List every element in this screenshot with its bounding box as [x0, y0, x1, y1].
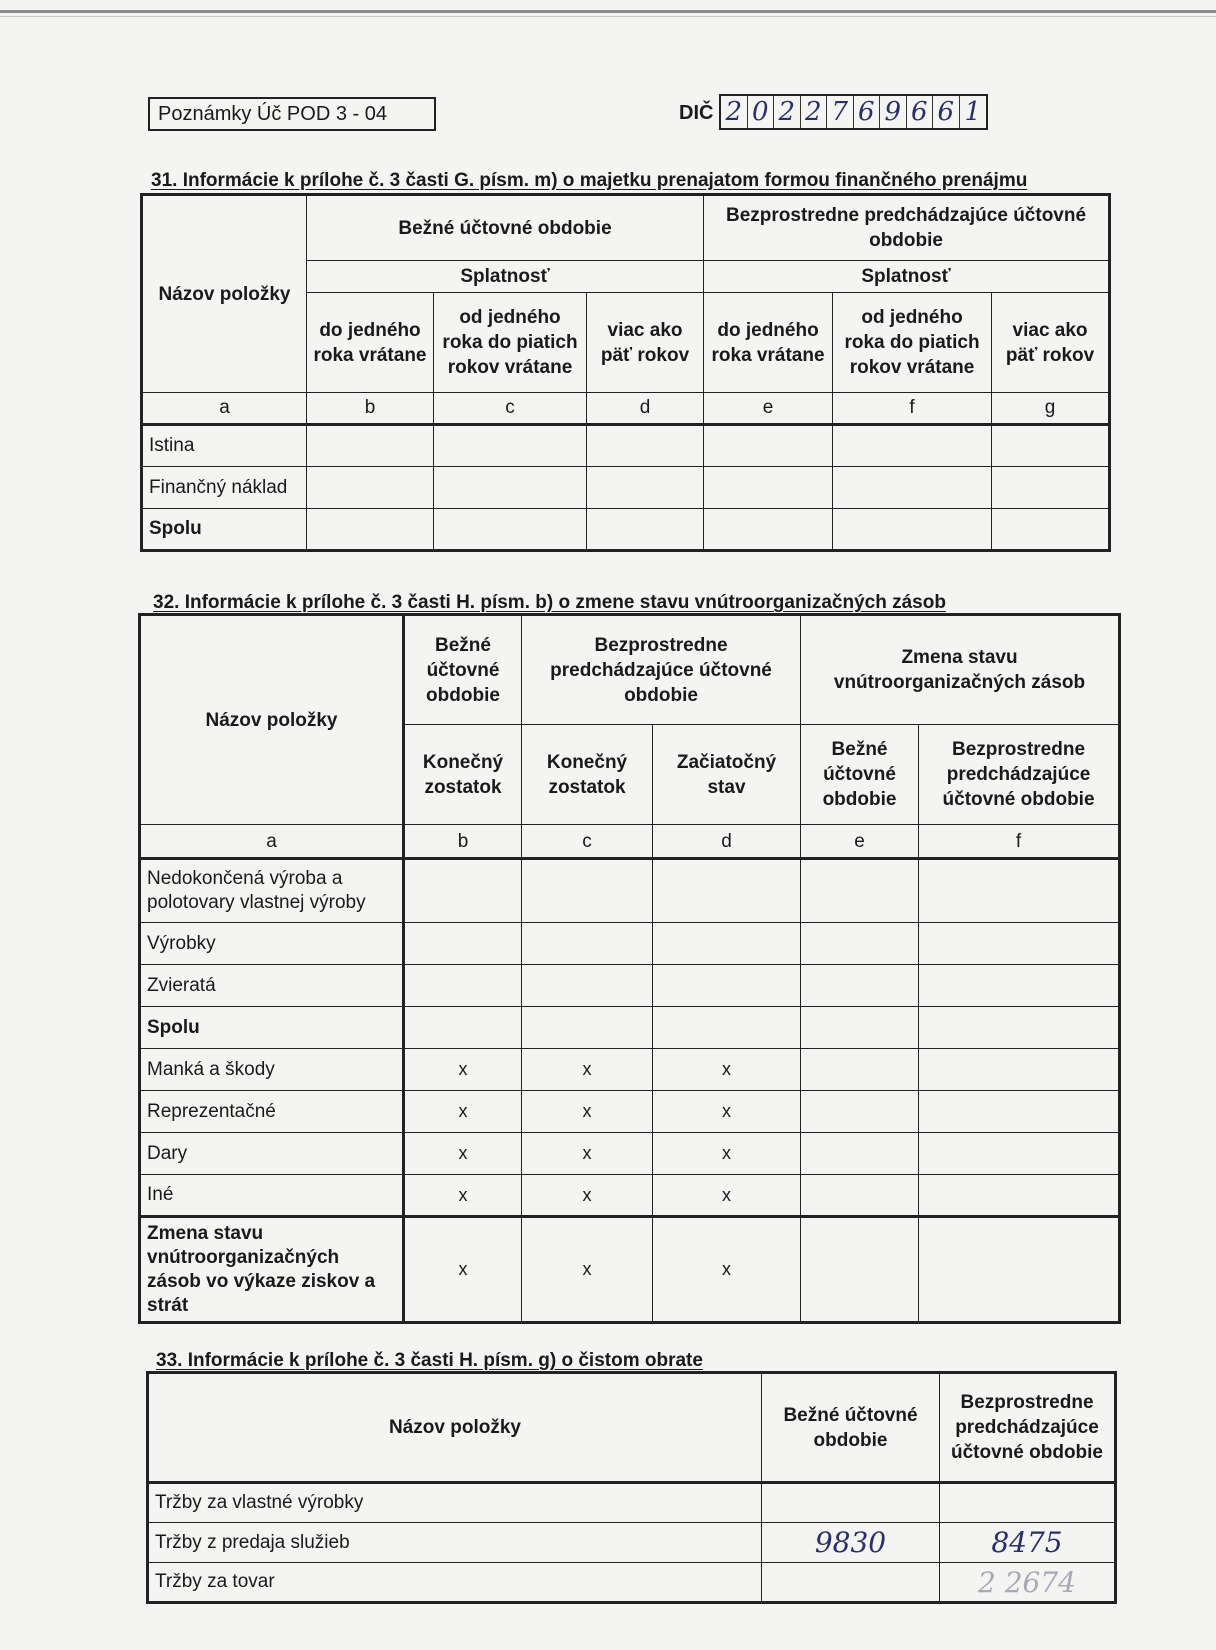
row-label: Finančný náklad — [142, 467, 307, 509]
row-label: Tržby z predaja služieb — [148, 1523, 762, 1563]
data-cell[interactable] — [919, 965, 1120, 1007]
data-cell[interactable] — [919, 1049, 1120, 1091]
col-name-header: Názov položky — [140, 615, 404, 825]
data-cell[interactable] — [992, 509, 1110, 551]
change-previous-header: Bezprostredne predchádzajúce účtovné obdobie — [919, 725, 1120, 825]
data-cell[interactable] — [801, 1217, 919, 1323]
current-period-header: Bežné účtovné obdobie — [762, 1373, 940, 1483]
row-label: Spolu — [142, 509, 307, 551]
x-mark: x — [404, 1133, 522, 1175]
sub-col-header: do jedného roka vrátane — [704, 293, 833, 393]
dic-digit: 0 — [748, 96, 775, 128]
data-cell[interactable] — [653, 859, 801, 923]
row-label: Nedokončená výroba a polotovary vlastnej výroby — [140, 859, 404, 923]
row-label: Tržby za vlastné výrobky — [148, 1483, 762, 1523]
current-value[interactable] — [762, 1483, 940, 1523]
previous-period-header: Bezprostredne predchádzajúce účtovné obdobie — [522, 615, 801, 725]
section-33-table — [146, 1371, 1117, 1604]
data-cell[interactable] — [704, 467, 833, 509]
data-cell[interactable] — [919, 1217, 1120, 1323]
col-letter: e — [704, 393, 833, 425]
closing-current-header: Konečný zostatok — [404, 725, 522, 825]
data-cell[interactable] — [307, 425, 434, 467]
row-label: Spolu — [140, 1007, 404, 1049]
x-mark: x — [653, 1175, 801, 1217]
col-letter: b — [307, 393, 434, 425]
row-label: Tržby za tovar — [148, 1563, 762, 1603]
data-cell[interactable] — [801, 1007, 919, 1049]
data-cell[interactable] — [833, 425, 992, 467]
sub-col-header: viac ako päť rokov — [992, 293, 1110, 393]
col-letter: e — [801, 825, 919, 859]
x-mark: x — [522, 1175, 653, 1217]
form-id: Poznámky Úč POD 3 - 04 — [148, 97, 436, 131]
row-label: Reprezentačné — [140, 1091, 404, 1133]
data-cell[interactable] — [801, 859, 919, 923]
data-cell[interactable] — [801, 1049, 919, 1091]
maturity-header: Splatnosť — [307, 261, 704, 293]
section-31-title: 31. Informácie k prílohe č. 3 časti G. písm. m) o majetku prenajatom formou finančného prenájmu — [151, 170, 1028, 191]
section-32-title: 32. Informácie k prílohe č. 3 časti H. písm. b) o zmene stavu vnútroorganizačných zásob — [153, 592, 946, 613]
change-current-header: Bežné účtovné obdobie — [801, 725, 919, 825]
sub-col-header: od jedného roka do piatich rokov vrátane — [833, 293, 992, 393]
dic-digit: 2 — [721, 96, 748, 128]
data-cell[interactable] — [587, 509, 704, 551]
data-cell[interactable] — [522, 923, 653, 965]
data-cell[interactable] — [307, 467, 434, 509]
data-cell[interactable] — [522, 965, 653, 1007]
data-cell[interactable] — [404, 1007, 522, 1049]
col-letter: f — [833, 393, 992, 425]
col-letter: b — [404, 825, 522, 859]
data-cell[interactable] — [919, 1175, 1120, 1217]
x-mark: x — [653, 1091, 801, 1133]
col-letter: f — [919, 825, 1120, 859]
previous-period-header: Bezprostredne predchádzajúce účtovné obdobie — [940, 1373, 1116, 1483]
data-cell[interactable] — [801, 923, 919, 965]
row-label: Zvieratá — [140, 965, 404, 1007]
data-cell[interactable] — [704, 509, 833, 551]
data-cell[interactable] — [919, 923, 1120, 965]
data-cell[interactable] — [801, 1091, 919, 1133]
dic-digit: 6 — [854, 96, 881, 128]
dic-digit: 1 — [964, 97, 982, 127]
table-row — [140, 1049, 1120, 1091]
table-row — [140, 1217, 1120, 1323]
table-row — [140, 1175, 1120, 1217]
data-cell[interactable] — [653, 965, 801, 1007]
x-mark: x — [404, 1049, 522, 1091]
section-31-table — [140, 193, 1111, 552]
data-cell[interactable] — [522, 1007, 653, 1049]
sub-col-header: do jedného roka vrátane — [307, 293, 434, 393]
table-row — [140, 1091, 1120, 1133]
table-row — [140, 965, 1120, 1007]
col-letter: a — [140, 825, 404, 859]
dic-digit: 6 — [933, 96, 960, 128]
table-row — [140, 1133, 1120, 1175]
page-edge — [0, 10, 1216, 13]
sub-col-header: od jedného roka do piatich rokov vrátane — [434, 293, 587, 393]
dic-digit: 2 — [801, 96, 828, 128]
x-mark: x — [404, 1091, 522, 1133]
maturity-header: Splatnosť — [704, 261, 1110, 293]
col-letter: d — [653, 825, 801, 859]
data-cell[interactable] — [653, 923, 801, 965]
x-mark: x — [653, 1133, 801, 1175]
col-letter: c — [434, 393, 587, 425]
row-label: Istina — [142, 425, 307, 467]
section-32-table — [138, 613, 1121, 1324]
opening-previous-header: Začiatočný stav — [653, 725, 801, 825]
data-cell[interactable] — [833, 509, 992, 551]
data-cell[interactable] — [434, 509, 587, 551]
x-mark: x — [522, 1217, 653, 1323]
data-cell[interactable] — [434, 467, 587, 509]
data-cell[interactable] — [801, 965, 919, 1007]
data-cell[interactable] — [992, 467, 1110, 509]
x-mark: x — [404, 1175, 522, 1217]
data-cell[interactable] — [307, 509, 434, 551]
data-cell[interactable] — [653, 1007, 801, 1049]
data-cell[interactable] — [801, 1133, 919, 1175]
previous-period-header: Bezprostredne predchádzajúce účtovné obdobie — [704, 195, 1110, 261]
dic-label: DIČ — [679, 102, 714, 124]
dic-digit: 7 — [827, 96, 854, 128]
table-row — [140, 923, 1120, 965]
page-edge-line — [0, 16, 1216, 17]
data-cell[interactable] — [404, 859, 522, 923]
data-cell[interactable] — [801, 1175, 919, 1217]
data-cell[interactable] — [587, 467, 704, 509]
x-mark: x — [653, 1049, 801, 1091]
data-cell[interactable] — [919, 1133, 1120, 1175]
col-name-header: Názov položky — [148, 1373, 762, 1483]
current-period-header: Bežné účtovné obdobie — [404, 615, 522, 725]
col-name-header: Názov položky — [142, 195, 307, 393]
x-mark: x — [522, 1133, 653, 1175]
x-mark: x — [404, 1217, 522, 1323]
current-value[interactable] — [762, 1563, 940, 1603]
row-label: Výrobky — [140, 923, 404, 965]
col-letter: g — [992, 393, 1110, 425]
col-letter: c — [522, 825, 653, 859]
section-32-rows — [140, 859, 1120, 1323]
previous-value[interactable] — [940, 1483, 1116, 1523]
data-cell[interactable] — [919, 1091, 1120, 1133]
section-33-title: 33. Informácie k prílohe č. 3 časti H. písm. g) o čistom obrate — [156, 1350, 703, 1371]
data-cell[interactable] — [404, 923, 522, 965]
data-cell[interactable] — [919, 859, 1120, 923]
dic-digit: 2 — [774, 96, 801, 128]
x-mark: x — [522, 1091, 653, 1133]
table-row — [140, 859, 1120, 923]
row-label: Iné — [140, 1175, 404, 1217]
previous-value[interactable]: 8475 — [940, 1523, 1116, 1563]
row-label: Zmena stavu vnútroorganizačných zásob vo výkaze ziskov a strát — [140, 1217, 404, 1323]
col-letter: a — [142, 393, 307, 425]
data-cell[interactable] — [587, 425, 704, 467]
data-cell[interactable] — [434, 425, 587, 467]
x-mark: x — [522, 1049, 653, 1091]
data-cell[interactable] — [404, 965, 522, 1007]
closing-previous-header: Konečný zostatok — [522, 725, 653, 825]
data-cell[interactable] — [992, 425, 1110, 467]
data-cell[interactable] — [833, 467, 992, 509]
col-letter: d — [587, 393, 704, 425]
previous-value[interactable]: 2 2674 — [940, 1563, 1116, 1603]
dic-digit: 6 — [907, 96, 934, 128]
change-header: Zmena stavu vnútroorganizačných zásob — [801, 615, 1120, 725]
dic-digit: 9 — [880, 96, 907, 128]
dic-field — [719, 94, 988, 130]
x-mark: x — [653, 1217, 801, 1323]
data-cell[interactable] — [704, 425, 833, 467]
current-value[interactable]: 9830 — [762, 1523, 940, 1563]
current-period-header: Bežné účtovné obdobie — [307, 195, 704, 261]
row-label: Dary — [140, 1133, 404, 1175]
table-row — [140, 1007, 1120, 1049]
row-label: Manká a škody — [140, 1049, 404, 1091]
sub-col-header: viac ako päť rokov — [587, 293, 704, 393]
data-cell[interactable] — [919, 1007, 1120, 1049]
data-cell[interactable] — [522, 859, 653, 923]
